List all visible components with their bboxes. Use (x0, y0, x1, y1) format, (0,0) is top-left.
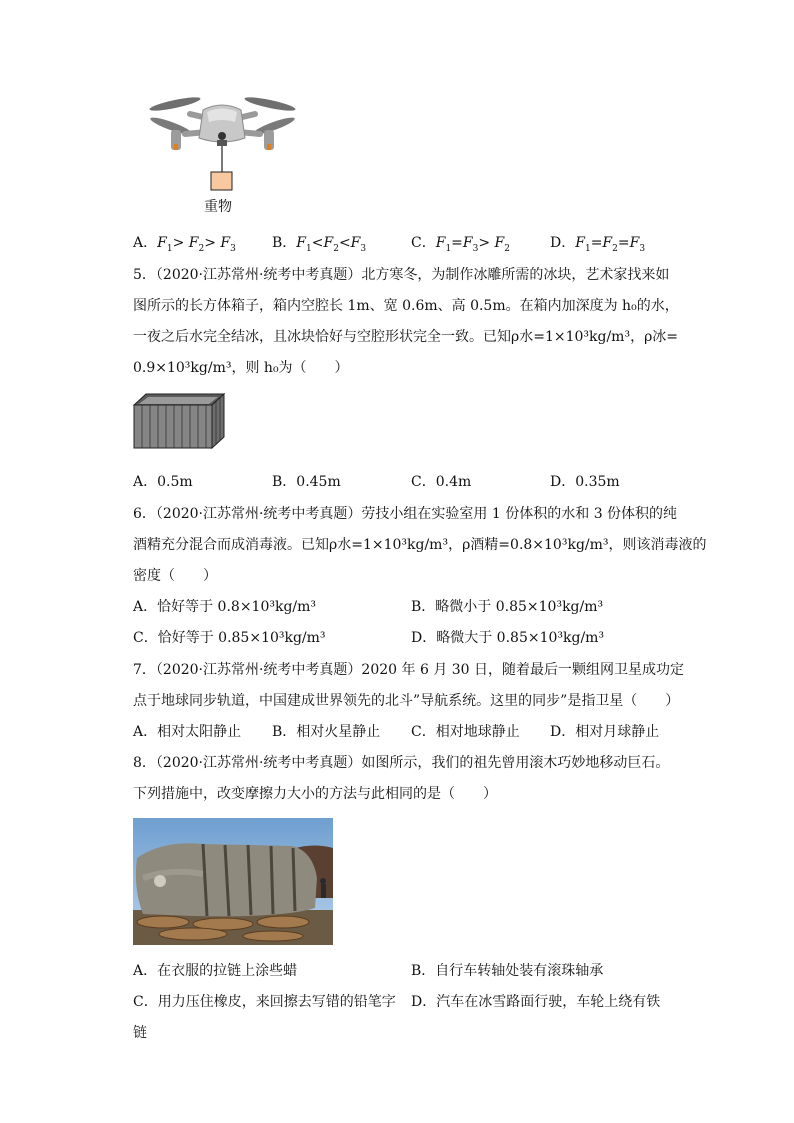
q5-option-d: D．0.35m (550, 474, 620, 490)
q5-line-3: 一夜之后水完全结冰，且冰块恰好与空腔形状完全一致。已知ρ水=1×10³kg/m³，ρ冰= (133, 329, 679, 345)
q4-option-c: C．$F_1=F_3> F_2$ (411, 235, 510, 254)
q5-option-b: B．0.45m (272, 474, 341, 490)
megalith-photo (133, 818, 333, 945)
q4-option-d: D．$F_1=F_2=F_3$ (550, 235, 646, 254)
q8-option-b: B．自行车转轴处装有滚珠轴承 (411, 963, 604, 979)
q4-option-b: B．$F_1<F_2<F_3$ (272, 235, 367, 254)
q5-option-a: A．0.5m (133, 474, 193, 490)
q6-option-b: B．略微小于 0.85×10³kg/m³ (411, 599, 604, 615)
q5-line-2: 图所示的长方体箱子，箱内空腔长 1m、宽 0.6m、高 0.5m。在箱内加深度为 h₀的水， (133, 298, 679, 314)
open-box-icon (133, 393, 225, 449)
q8-option-d: D．汽车在冰雪路面行驶，车轮上绕有铁 (411, 994, 661, 1010)
q6-line-2: 酒精充分混合而成消毒液。已知ρ水=1×10³kg/m³，ρ酒精=0.8×10³kg/m³，则该消毒液的 (133, 537, 707, 553)
q8-option-a: A．在衣服的拉链上涂些蜡 (133, 963, 298, 979)
weight-caption: 重物 (204, 199, 232, 215)
q5-line-1: 5．（2020·江苏常州·统考中考真题）北方寒冬，为制作冰雕所需的冰块，艺术家找来如 (133, 267, 670, 283)
q8-line-2: 下列措施中，改变摩擦力大小的方法与此相同的是（ ） (133, 786, 497, 802)
q6-option-c: C．恰好等于 0.85×10³kg/m³ (133, 630, 326, 646)
q4-option-a: A．$F_1> F_2> F_3$ (133, 235, 236, 254)
q5-option-c: C．0.4m (411, 474, 472, 490)
q8-option-c: C．用力压住橡皮，来回擦去写错的铅笔字 (133, 994, 396, 1010)
q7-option-b: B．相对火星静止 (272, 724, 381, 740)
q7-option-c: C．相对地球静止 (411, 724, 520, 740)
q6-option-d: D．略微大于 0.85×10³kg/m³ (411, 630, 605, 646)
q6-option-a: A．恰好等于 0.8×10³kg/m³ (133, 599, 317, 615)
q7-line-1: 7．（2020·江苏常州·统考中考真题）2020 年 6 月 30 日，随着最后一颗组网卫星成功定 (133, 662, 685, 678)
q6-line-3: 密度（ ） (133, 568, 217, 584)
q8-option-d-continued: 链 (133, 1025, 147, 1041)
stone-on-rollers-image (133, 818, 333, 945)
q5-line-4: 0.9×10³kg/m³，则 h₀为（ ） (133, 360, 349, 376)
q6-line-1: 6．（2020·江苏常州·统考中考真题）劳技小组在实验室用 1 份体积的水和 3 份体积的纯 (133, 506, 678, 522)
q7-option-a: A．相对太阳静止 (133, 724, 242, 740)
box-figure (133, 393, 225, 449)
q7-line-2: 点于地球同步轨道，中国建成世界领先的北斗”导航系统。这里的同步”是指卫星（ ） (133, 693, 680, 709)
q8-line-1: 8．（2020·江苏常州·统考中考真题）如图所示，我们的祖先曾用滚木巧妙地移动巨石。 (133, 755, 670, 771)
q7-option-d: D．相对月球静止 (550, 724, 660, 740)
